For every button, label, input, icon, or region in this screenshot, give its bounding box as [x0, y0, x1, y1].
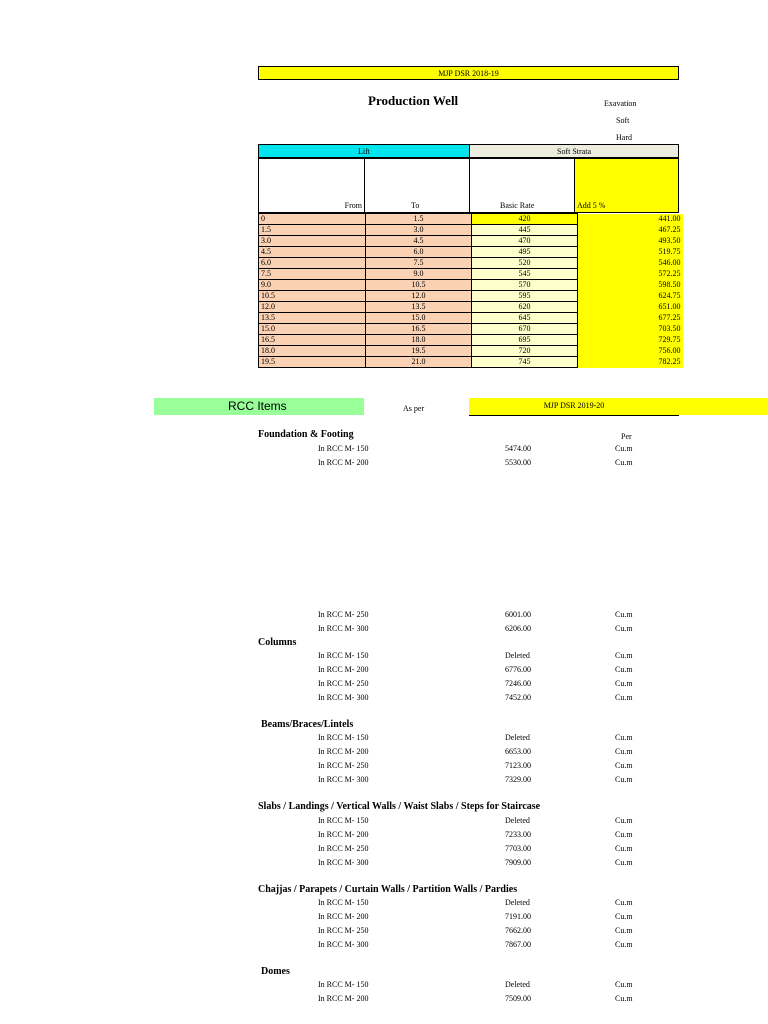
item-label: In RCC M- 150: [318, 651, 369, 660]
soft-strata-header: Soft Strata: [469, 144, 679, 158]
item-unit: Cu.m: [615, 775, 633, 784]
section-title-slabs: Slabs / Landings / Vertical Walls / Waist Slabs / Steps for Staircase: [258, 801, 541, 812]
rcc-banner-underline: [469, 415, 679, 416]
table-row: [259, 269, 683, 280]
item-label: In RCC M- 250: [318, 844, 369, 853]
item-label: In RCC M- 300: [318, 693, 369, 702]
item-unit: Cu.m: [615, 830, 633, 839]
cell-from: 1.5: [259, 225, 366, 236]
cell-from: 16.5: [259, 335, 366, 346]
cell-add: 756.00: [578, 346, 683, 357]
cell-basic: 720: [472, 346, 578, 357]
cell-to: 19.5: [366, 346, 472, 357]
table-row: [259, 357, 683, 368]
lift-header: Lift: [258, 144, 470, 158]
item-rate: 7246.00: [505, 679, 531, 688]
item-rate: 5530.00: [505, 458, 531, 467]
table-row: [259, 225, 683, 236]
cell-to: 13.5: [366, 302, 472, 313]
item-unit: Cu.m: [615, 679, 633, 688]
item-unit: Cu.m: [615, 994, 633, 1003]
cell-basic: 445: [472, 225, 578, 236]
item-unit: Cu.m: [615, 980, 633, 989]
cell-to: 7.5: [366, 258, 472, 269]
item-unit: Cu.m: [615, 610, 633, 619]
item-label: In RCC M- 300: [318, 858, 369, 867]
per-label: Per: [621, 432, 632, 441]
cell-basic: 570: [472, 280, 578, 291]
item-unit: Cu.m: [615, 444, 633, 453]
cell-to: 6.0: [366, 247, 472, 258]
table-row: [259, 247, 683, 258]
cell-add: 651.00: [578, 302, 683, 313]
item-label: In RCC M- 150: [318, 444, 369, 453]
cell-add: 782.25: [578, 357, 683, 368]
item-label: In RCC M- 300: [318, 624, 369, 633]
top-banner: MJP DSR 2018-19: [258, 66, 679, 80]
cell-from: 18.0: [259, 346, 366, 357]
side-label-soft: Soft: [616, 116, 630, 125]
item-unit: Cu.m: [615, 858, 633, 867]
page-title: Production Well: [368, 93, 459, 108]
item-unit: Cu.m: [615, 733, 633, 742]
cell-to: 15.0: [366, 313, 472, 324]
item-unit: Cu.m: [615, 940, 633, 949]
item-rate: 7703.00: [505, 844, 531, 853]
item-rate: 7662.00: [505, 926, 531, 935]
col-add-label: Add 5 %: [577, 201, 606, 210]
cell-add: 572.25: [578, 269, 683, 280]
item-unit: Cu.m: [615, 665, 633, 674]
item-rate: 6206.00: [505, 624, 531, 633]
item-rate: Deleted: [505, 651, 530, 660]
cell-to: 9.0: [366, 269, 472, 280]
cell-add: 441.00: [578, 214, 683, 225]
table-row: [259, 346, 683, 357]
cell-add: 729.75: [578, 335, 683, 346]
item-rate: 7909.00: [505, 858, 531, 867]
item-label: In RCC M- 250: [318, 926, 369, 935]
item-rate: 6001.00: [505, 610, 531, 619]
item-unit: Cu.m: [615, 816, 633, 825]
side-label-hard: Hard: [616, 133, 632, 142]
cell-to: 10.5: [366, 280, 472, 291]
item-label: In RCC M- 250: [318, 610, 369, 619]
table-row: [259, 324, 683, 335]
item-rate: 7509.00: [505, 994, 531, 1003]
cell-from: 12.0: [259, 302, 366, 313]
col-from-header: [258, 158, 365, 213]
item-unit: Cu.m: [615, 844, 633, 853]
cell-from: 10.5: [259, 291, 366, 302]
item-rate: 7123.00: [505, 761, 531, 770]
cell-basic: 745: [472, 357, 578, 368]
item-unit: Cu.m: [615, 926, 633, 935]
item-rate: 7867.00: [505, 940, 531, 949]
col-basic-label: Basic Rate: [500, 201, 535, 210]
as-per-label: As per: [403, 404, 425, 413]
cell-to: 16.5: [366, 324, 472, 335]
cell-from: 0: [259, 214, 366, 225]
item-label: In RCC M- 250: [318, 761, 369, 770]
cell-to: 1.5: [366, 214, 472, 225]
item-rate: 6653.00: [505, 747, 531, 756]
item-label: In RCC M- 200: [318, 458, 369, 467]
section-title-chajjas: Chajjas / Parapets / Curtain Walls / Partition Walls / Pardies: [258, 884, 518, 895]
section-title-columns: Columns: [258, 637, 297, 648]
item-label: In RCC M- 200: [318, 747, 369, 756]
cell-add: 703.50: [578, 324, 683, 335]
cell-add: 677.25: [578, 313, 683, 324]
cell-basic: 470: [472, 236, 578, 247]
cell-from: 19.5: [259, 357, 366, 368]
item-unit: Cu.m: [615, 651, 633, 660]
cell-from: 13.5: [259, 313, 366, 324]
item-rate: 7452.00: [505, 693, 531, 702]
table-row: [259, 335, 683, 346]
item-rate: 5474.00: [505, 444, 531, 453]
cell-from: 9.0: [259, 280, 366, 291]
rcc-banner: [469, 398, 768, 415]
cell-from: 15.0: [259, 324, 366, 335]
cell-add: 598.50: [578, 280, 683, 291]
item-label: In RCC M- 150: [318, 733, 369, 742]
item-label: In RCC M- 150: [318, 980, 369, 989]
cell-basic: 520: [472, 258, 578, 269]
col-add-header: [574, 158, 679, 213]
table-row: [259, 313, 683, 324]
item-unit: Cu.m: [615, 624, 633, 633]
cell-to: 4.5: [366, 236, 472, 247]
table-row: [259, 280, 683, 291]
col-from-label: From: [344, 201, 362, 210]
cell-basic: 595: [472, 291, 578, 302]
item-label: In RCC M- 200: [318, 994, 369, 1003]
item-unit: Cu.m: [615, 458, 633, 467]
cell-add: 519.75: [578, 247, 683, 258]
col-to-label: To: [411, 201, 420, 210]
cell-basic: 695: [472, 335, 578, 346]
cell-to: 3.0: [366, 225, 472, 236]
item-rate: Deleted: [505, 816, 530, 825]
cell-basic: 420: [472, 214, 578, 225]
cell-add: 467.25: [578, 225, 683, 236]
item-label: In RCC M- 300: [318, 775, 369, 784]
item-label: In RCC M- 200: [318, 665, 369, 674]
item-rate: Deleted: [505, 980, 530, 989]
section-title-beams: Beams/Braces/Lintels: [261, 719, 354, 730]
rcc-items-label: RCC Items: [154, 398, 364, 415]
item-rate: Deleted: [505, 733, 530, 742]
table-row: [259, 302, 683, 313]
item-label: In RCC M- 300: [318, 940, 369, 949]
cell-to: 12.0: [366, 291, 472, 302]
cell-from: 6.0: [259, 258, 366, 269]
cell-add: 493.50: [578, 236, 683, 247]
item-label: In RCC M- 150: [318, 816, 369, 825]
side-label-exavation: Exavation: [604, 99, 637, 108]
cell-to: 21.0: [366, 357, 472, 368]
item-rate: 6776.00: [505, 665, 531, 674]
table-row: [259, 291, 683, 302]
cell-from: 4.5: [259, 247, 366, 258]
item-unit: Cu.m: [615, 898, 633, 907]
cell-basic: 645: [472, 313, 578, 324]
item-rate: Deleted: [505, 898, 530, 907]
item-rate: 7191.00: [505, 912, 531, 921]
col-to-header: [364, 158, 470, 213]
table-row: [259, 236, 683, 247]
cell-basic: 545: [472, 269, 578, 280]
item-label: In RCC M- 200: [318, 830, 369, 839]
item-unit: Cu.m: [615, 693, 633, 702]
table-row: [259, 214, 683, 225]
cell-basic: 620: [472, 302, 578, 313]
item-unit: Cu.m: [615, 912, 633, 921]
cell-add: 546.00: [578, 258, 683, 269]
section-title-foundation: Foundation & Footing: [258, 429, 354, 440]
table-row: [259, 258, 683, 269]
item-unit: Cu.m: [615, 761, 633, 770]
cell-basic: 670: [472, 324, 578, 335]
col-basic-header: [469, 158, 575, 213]
cell-from: 7.5: [259, 269, 366, 280]
lift-table: [258, 213, 683, 368]
item-label: In RCC M- 200: [318, 912, 369, 921]
section-title-domes: Domes: [261, 966, 290, 977]
cell-from: 3.0: [259, 236, 366, 247]
cell-add: 624.75: [578, 291, 683, 302]
item-label: In RCC M- 250: [318, 679, 369, 688]
item-rate: 7233.00: [505, 830, 531, 839]
item-unit: Cu.m: [615, 747, 633, 756]
item-rate: 7329.00: [505, 775, 531, 784]
rcc-banner-text: MJP DSR 2019-20: [543, 401, 605, 410]
cell-basic: 495: [472, 247, 578, 258]
cell-to: 18.0: [366, 335, 472, 346]
item-label: In RCC M- 150: [318, 898, 369, 907]
